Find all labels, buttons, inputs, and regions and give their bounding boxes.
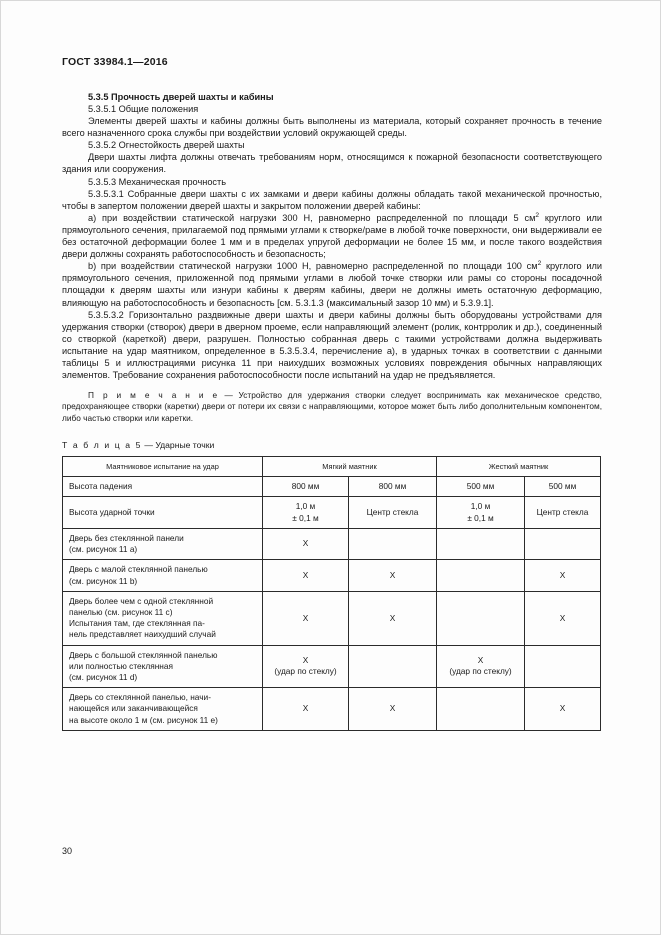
table-row bbox=[63, 645, 601, 688]
section-5-3-5-3-1-text: 5.3.5.3.1 Собранные двери шахты с их замками и двери кабины должны обладать такой механической прочностью, чтобы в запертом положении дверей шахты и закрытом положении дверей кабины: bbox=[62, 188, 602, 211]
label-line-1: Дверь со стеклянной панелью, начи- bbox=[69, 692, 211, 703]
table-head bbox=[63, 456, 601, 476]
value-line-1: 1,0 м bbox=[470, 501, 491, 512]
list-item-b-part2: круглого или прямоугольного сечения, приложенной под прямыми углами в любой точке створки или рамы со стороны посадочной площадки к дверям шахты или изнури кабины к дверям кабины, двери не должны иметь остаточную деформацию, влияющую на работоспособность и безопасность [см. 5.3.1.3 (максимальный зазор 10 мм) и 5.3.9.1]. bbox=[62, 261, 602, 308]
section-5-3-5-2-text: Двери шахты лифта должны отвечать требованиям норм, относящимся к пожарной безопасности соответствующего здания или сооружения. bbox=[62, 152, 602, 175]
table-row bbox=[63, 476, 601, 496]
page-content bbox=[62, 56, 602, 731]
table-caption bbox=[62, 440, 602, 450]
value-line-1: X bbox=[477, 655, 484, 665]
row-value-hard-2: X bbox=[525, 688, 601, 731]
section-5-3-5-1-text: Элементы дверей шахты и кабины должны быть выполнены из материала, который сохраняет прочность в течение всего назначенного срока службы при воздействии условий окружающей среды. bbox=[62, 116, 602, 139]
row-value-hard-1 bbox=[437, 497, 525, 529]
impact-points-table bbox=[62, 456, 601, 731]
section-5-3-5-3-title: 5.3.5.3 Механическая прочность bbox=[88, 176, 227, 187]
label-line-2: нающейся или заканчивающейся bbox=[69, 703, 198, 714]
row-value-soft-2 bbox=[349, 528, 437, 559]
table-row bbox=[63, 528, 601, 559]
row-value-hard-2 bbox=[525, 645, 601, 688]
table-body bbox=[63, 476, 601, 730]
table-caption-label: Т а б л и ц а 5 bbox=[62, 439, 142, 450]
label-line-2: (см. рисунок 11 a) bbox=[69, 544, 138, 555]
list-item-b bbox=[62, 260, 602, 308]
list-item-b-superscript: 2 bbox=[537, 260, 542, 268]
label-line-3: (см. рисунок 11 d) bbox=[69, 672, 138, 683]
table-header-row bbox=[63, 456, 601, 476]
row-value-soft-1: X bbox=[263, 591, 349, 645]
standard-header: ГОСТ 33984.1—2016 bbox=[62, 56, 168, 68]
row-value-hard-1 bbox=[437, 560, 525, 591]
note-paragraph bbox=[62, 390, 602, 424]
table-row bbox=[63, 688, 601, 731]
value-line-1: 1,0 м bbox=[295, 501, 316, 512]
value-line-1: X bbox=[302, 655, 309, 665]
label-line-3: Испытания там, где стеклянная па- bbox=[69, 618, 205, 629]
row-value-soft-1: 800 мм bbox=[263, 476, 349, 496]
row-label: Высота ударной точки bbox=[63, 497, 263, 529]
row-value-hard-2: X bbox=[525, 591, 601, 645]
row-value-soft-1 bbox=[263, 645, 349, 688]
value-line-2: (удар по стеклу) bbox=[274, 666, 337, 677]
page-number: 30 bbox=[62, 846, 73, 856]
table-header-test-type: Маятниковое испытание на удар bbox=[63, 456, 263, 476]
list-item-a bbox=[62, 212, 602, 260]
row-value-hard-2 bbox=[525, 528, 601, 559]
row-value-soft-1: X bbox=[263, 688, 349, 731]
row-value-soft-1 bbox=[263, 497, 349, 529]
row-value-hard-1 bbox=[437, 528, 525, 559]
value-line-2: ± 0,1 м bbox=[292, 512, 319, 523]
table-header-soft-pendulum: Мягкий маятник bbox=[263, 456, 437, 476]
section-5-3-5-1-title: 5.3.5.1 Общие положения bbox=[88, 104, 199, 114]
section-5-3-5-3-2-text: 5.3.5.3.2 Горизонтально раздвижные двери шахты и двери кабины должны быть оборудованы устройствами для удержания створки (створок) двери в дверном проеме, если направляющий элемент (ролик, контрролик и др.), соединенный со створкой (кареткой) двери, разрушен. Полностью собранная дверь с такими устройствами должна выдерживать испытание на удар маятником, определенное в 5.3.5.3.4, перечисление a), в ударных точках в соответствии с данными таблицы 5 и иллюстрациями рисунка 11 при наихудших возможных условиях повреждения обычных направляющих элементов. Требование сохранения работоспособности после испытаний на удар не предъявляется. bbox=[62, 309, 602, 381]
label-line-3: на высоте около 1 м (см. рисунок 11 e) bbox=[69, 714, 218, 725]
section-5-3-5-title: 5.3.5 Прочность дверей шахты и кабины bbox=[88, 92, 274, 102]
list-item-a-part1: a) при воздействии статической нагрузки 300 Н, равномерно распределенной по площади 5 см bbox=[88, 212, 536, 223]
value-line-2: ± 0,1 м bbox=[467, 512, 494, 523]
section-5-3-5-2-title: 5.3.5.2 Огнестойкость дверей шахты bbox=[88, 140, 245, 151]
label-line-4: нель представляет наихудший случай bbox=[69, 629, 216, 640]
row-value-hard-1 bbox=[437, 591, 525, 645]
table-row bbox=[63, 560, 601, 591]
row-label bbox=[63, 688, 263, 731]
row-value-hard-1 bbox=[437, 645, 525, 688]
row-value-soft-2: 800 мм bbox=[349, 476, 437, 496]
row-value-hard-2: X bbox=[525, 560, 601, 591]
row-value-soft-1: X bbox=[263, 528, 349, 559]
table-header-hard-pendulum: Жесткий маятник bbox=[437, 456, 601, 476]
row-label bbox=[63, 645, 263, 688]
row-value-hard-2: 500 мм bbox=[525, 476, 601, 496]
row-label bbox=[63, 591, 263, 645]
row-value-soft-2: Центр стекла bbox=[349, 497, 437, 529]
row-value-soft-2: X bbox=[349, 688, 437, 731]
label-line-2: панелью (см. рисунок 11 c) bbox=[69, 607, 173, 617]
row-value-hard-1: 500 мм bbox=[437, 476, 525, 496]
list-item-a-part2: круглого или прямоугольного сечения, прилагаемой под прямыми углами к створке/раме в любой точке поверхности, они выдерживали ее без остаточной деформации более 1 мм и в пределах упругой деформации не более 15 мм, и после такого воздействия двери должны сохранять работоспособность и безопасность; bbox=[62, 212, 602, 260]
row-value-soft-2: X bbox=[349, 560, 437, 591]
list-item-a-superscript: 2 bbox=[535, 211, 540, 219]
note-label: П р и м е ч а н и е bbox=[88, 390, 219, 401]
row-label bbox=[63, 528, 263, 559]
row-value-hard-2: Центр стекла bbox=[525, 497, 601, 529]
list-item-b-part1: b) при воздействии статической нагрузки 1000 Н, равномерно распределенной по площади 100 см bbox=[88, 261, 538, 272]
row-label bbox=[63, 560, 263, 591]
note-text: — Устройство для удержания створки следует воспринимать как механическое средство, предохраняющее створки (каретки) двери от потери их связи с направляющими, которое может быть либо дополнительным компонентом, либо частью створки или каретки. bbox=[62, 390, 602, 423]
row-value-soft-2: X bbox=[349, 591, 437, 645]
label-line-1: Дверь с малой стеклянной панелью bbox=[69, 564, 208, 575]
label-line-1: Дверь без стеклянной панели bbox=[69, 532, 184, 543]
table-row bbox=[63, 497, 601, 529]
label-line-2: или полностью стеклянная bbox=[69, 660, 173, 671]
label-line-1: Дверь с большой стеклянной панелью bbox=[69, 649, 218, 660]
value-line-2: (удар по стеклу) bbox=[449, 666, 512, 677]
row-value-soft-1: X bbox=[263, 560, 349, 591]
label-line-2: (см. рисунок 11 b) bbox=[69, 575, 138, 586]
row-value-soft-2 bbox=[349, 645, 437, 688]
row-label: Высота падения bbox=[63, 476, 263, 496]
row-value-hard-1 bbox=[437, 688, 525, 731]
table-row bbox=[63, 591, 601, 645]
table-caption-text: — Ударные точки bbox=[141, 439, 215, 450]
label-line-1: Дверь более чем с одной стеклянной bbox=[69, 595, 214, 606]
